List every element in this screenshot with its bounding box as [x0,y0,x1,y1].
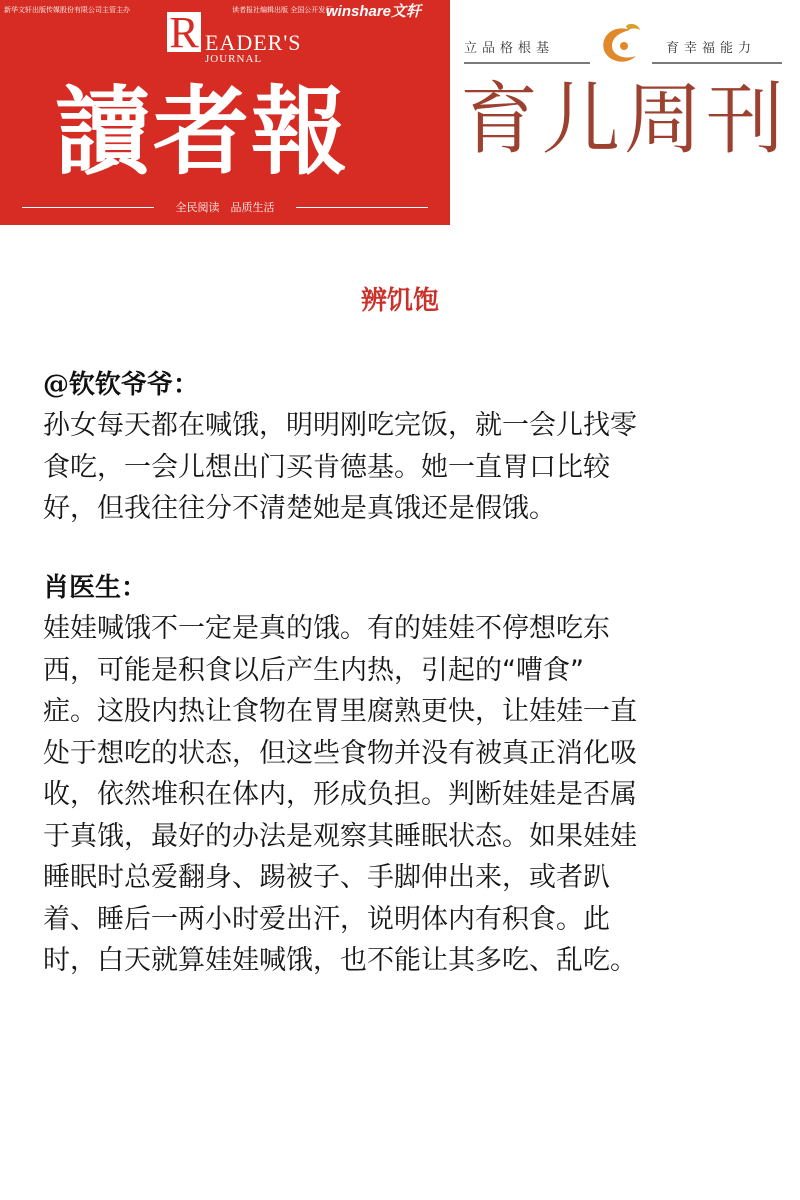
answer-line: 娃娃喊饿不一定是真的饿。有的娃娃不停想吃东 [43,613,610,644]
answer-speaker: 肖医生： [43,573,148,603]
answer-block [43,568,763,982]
brand-english-subtitle: JOURNAL [205,53,263,65]
question-line: 食吃，一会儿想出门买肯德基。她一直胃口比较 [43,451,610,483]
answer-line: 症。这股内热让食物在胃里腐熟更快，让娃娃一直 [43,696,637,727]
weekly-title: 育儿周刊 [460,75,789,165]
answer-line: 于真饿，最好的办法是观察其睡眠状态。如果娃娃 [43,820,637,852]
question-speaker: @钦钦爷爷： [43,370,200,400]
motto-left: 立品格根基 [464,41,555,56]
readers-journal-masthead [0,0,450,225]
motto-underline-right [652,62,782,64]
question-line: 孙女每天都在喊饿，明明刚吃完饭，就一会儿找零 [43,410,637,441]
answer-line: 处于想吃的状态，但这些食物并没有被真正消化吸 [43,737,637,769]
motto-underline-left [464,62,590,64]
answer-line: 时，白天就算娃娃喊饿，也不能让其多吃、乱吃。 [43,945,637,976]
question-line: 好，但我往往分不清楚她是真饿还是假饿。 [43,493,556,524]
masthead-slogan: 全民阅读 品质生活 [175,201,275,214]
article-title: 辨饥饱 [360,286,439,316]
brand-english-name: EADER'S [205,30,302,55]
answer-line: 收，依然堆积在体内，形成负担。判断娃娃是否属 [43,779,637,810]
answer-line: 睡眠时总爱翻身、踢被子、手脚伸出来，或者趴 [43,862,610,893]
editor-note: 读者报社编辑出版 全国公开发行 [232,6,333,14]
r-logo-box [167,8,201,57]
answer-line: 着、睡后一两小时爱出汗，说明体内有积食。此 [43,903,610,935]
motto-right: 育幸福能力 [666,41,757,56]
paper-name-calligraphy: 讀者報 [55,75,349,188]
answer-line: 西，可能是积食以后产生内热，引起的“嘈食” [43,654,584,686]
winshare-logo: winshare文轩 [326,3,422,20]
r-logo-letter: R [169,8,199,57]
question-block [43,365,763,530]
publisher-note: 新华文轩出版传媒股份有限公司主管主办 [4,6,130,14]
swirl-logo-icon [596,22,646,68]
